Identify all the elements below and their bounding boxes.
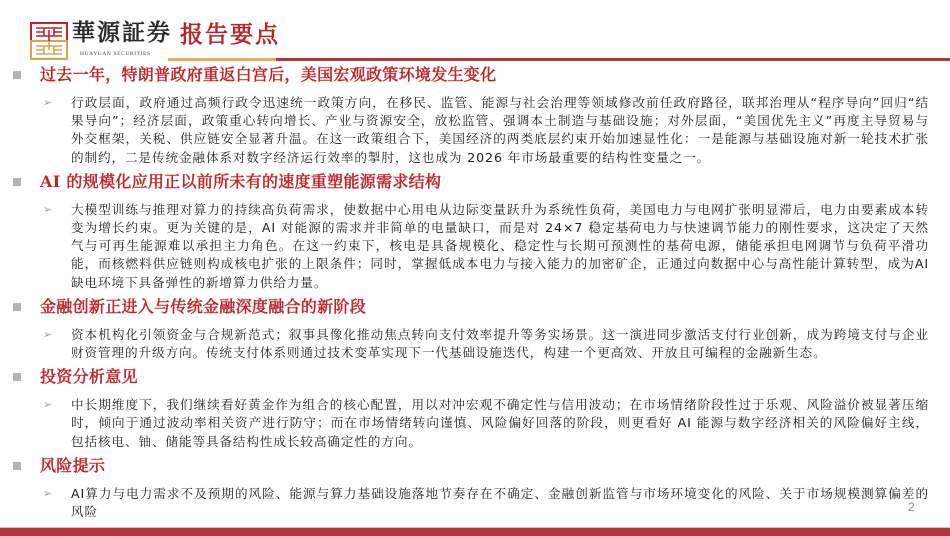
- section-ai-energy: [0, 171, 950, 292]
- section-heading-text: 投资分析意见: [40, 367, 138, 387]
- section-financial-innovation: [0, 296, 950, 362]
- section-body: [0, 485, 950, 521]
- section-body: [0, 396, 950, 451]
- report-highlights: [0, 62, 950, 525]
- square-bullet-icon: [13, 303, 21, 311]
- arrow-bullet-icon: ➢: [43, 486, 53, 500]
- section-risk-warning: [0, 455, 950, 521]
- section-heading: [0, 366, 950, 389]
- section-heading: [0, 296, 950, 319]
- square-bullet-icon: [13, 178, 21, 186]
- section-body-text: 资本机构化引领资金与合规新范式；叙事具像化推动焦点转向支付效率提升等务实场景。这一演进同步激活支付行业创新，成为跨境支付与企业财资管理的升级方向。传统支付体系则通过技术变革实现下一代基础设施迭代，构建一个更高效、开放且可编程的金融新生态。: [71, 326, 929, 361]
- section-body-text: 行政层面，政府通过高频行政令迅速统一政策方向，在移民、监管、能源与社会治理等领域修改前任政府路径，联邦治理从“程序导向”回归“结果导向”；经济层面，政策重心转向增长、产业与资源安全，放松监管、强调本土制造与基础设施；对外层面，“美国优先主义”再度主导贸易与外交框架，关税、供应链安全显著升温。在这一政策组合下，美国经济的两类底层约束开始加速显性化：一是能源与基础设施对新一轮技术扩张的制约，二是传统金融体系对数字经济运行效率的掣肘，这也成为 2026 年市场最重要的结构性变量之一。: [71, 95, 929, 165]
- arrow-bullet-icon: ➢: [43, 96, 53, 109]
- section-body-text: AI算力与电力需求不及预期的风险、能源与算力基础设施落地节奏存在不确定、金融创新监管与市场环境变化的风险、关于市场规模测算偏差的风险: [71, 485, 929, 520]
- section-body: [0, 94, 950, 167]
- square-bullet-icon: [13, 71, 21, 79]
- section-heading: [0, 455, 950, 478]
- header-divider-red: [276, 58, 950, 61]
- section-body-text: 中长期维度下，我们继续看好黄金作为组合的核心配置，用以对冲宏观不确定性与信用波动；在市场情绪阶段性过于乐观、风险溢价被显著压缩时，倾向于通过波动率相关资产进行防守；而在市场情绪转向谨慎、风险偏好回落的阶段，则更看好 AI 能源与数字经济相关的风险偏好主线，包括核电、铀、储能等具备结构性成长较高确定性的方向。: [71, 397, 929, 449]
- brand-name-chinese: 華源証券: [72, 19, 172, 46]
- arrow-bullet-icon: ➢: [43, 398, 53, 412]
- section-body: [0, 326, 950, 362]
- section-heading-text: 过去一年，特朗普政府重返白宫后，美国宏观政策环境发生变化: [40, 65, 497, 84]
- square-bullet-icon: [13, 373, 21, 381]
- arrow-bullet-icon: ➢: [43, 327, 53, 341]
- page-number: 2: [908, 500, 915, 514]
- section-investment-view: [0, 366, 950, 451]
- header-divider-gold: [168, 58, 276, 61]
- section-body-text: 大模型训练与推理对算力的持续高负荷需求，使数据中心用电从边际变量跃升为系统性负荷，美国电力与电网扩张明显滞后，电力由要素成本转变为增长约束。更为关键的是，AI 对能源的需求并非简单的电量缺口，而是对 24×7 稳定基荷电力与快速调节能力的刚性要求，这决定了天然气与可再生能源难以承担主力角色。在这一约束下，核电是具备规模化、稳定性与长期可预测性的基荷电源，储能承担电网调节与负荷平滑功能，而核燃料供应链则构成核电扩张的上限条件；同时，掌握低成本电力与接入能力的加密矿企，正通过向数据中心与高性能计算转型，成为AI缺电环境下具备弹性的新增算力供给力量。: [71, 201, 929, 290]
- section-heading-text: AI 的规模化应用正以前所未有的速度重塑能源需求结构: [40, 171, 442, 191]
- brand-name-english: HUAYUAN SECURITIES: [80, 51, 151, 57]
- section-heading-text: 金融创新正进入与传统金融深度融合的新阶段: [40, 296, 367, 316]
- section-body: [0, 201, 950, 292]
- section-heading: [0, 171, 950, 194]
- arrow-bullet-icon: ➢: [43, 202, 53, 216]
- page-title: 报告要点: [180, 21, 280, 48]
- square-bullet-icon: [13, 462, 21, 470]
- huayuan-seal-logo-icon: [30, 22, 68, 60]
- section-heading: [0, 64, 950, 87]
- section-us-policy: [0, 64, 950, 167]
- section-heading-text: 风险提示: [40, 455, 106, 475]
